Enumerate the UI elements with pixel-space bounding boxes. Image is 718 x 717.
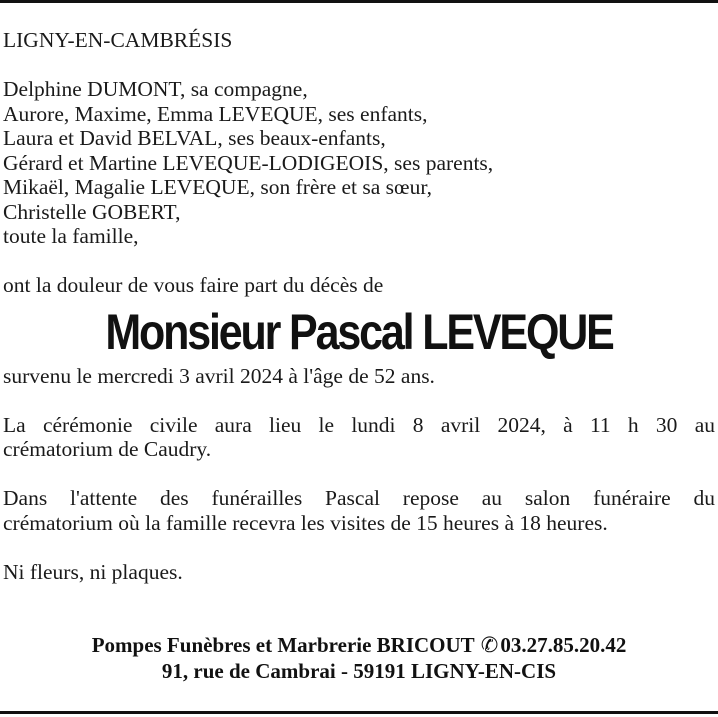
family-line: Laura et David BELVAL, ses beaux-enfants, xyxy=(3,126,386,150)
funeral-home-block xyxy=(0,632,718,684)
family-line: Christelle GOBERT, xyxy=(3,199,181,224)
bottom-border-rule xyxy=(0,711,718,714)
family-line: Aurore, Maxime, Emma LEVEQUE, ses enfants, xyxy=(3,101,428,126)
location-heading: LIGNY-EN-CAMBRÉSIS xyxy=(3,28,233,52)
family-line: Gérard et Martine LEVEQUE-LODIGEOIS, ses parents, xyxy=(3,150,494,175)
phone-icon: ✆ xyxy=(480,633,499,657)
family-line: Delphine DUMONT, sa compagne, xyxy=(3,77,308,101)
funeral-home-line xyxy=(0,632,718,658)
announcement-text: ont la douleur de vous faire part du décès de xyxy=(3,273,384,297)
obituary-notice xyxy=(3,28,715,584)
ceremony-line: La cérémonie civile aura lieu le lundi 8 avril 2024, à 11 h 30 au xyxy=(3,412,715,437)
ceremony-line: crématorium de Caudry. xyxy=(3,437,212,461)
rest-paragraph xyxy=(3,486,715,535)
family-line: Mikaël, Magalie LEVEQUE, son frère et sa sœur, xyxy=(3,175,433,199)
family-list xyxy=(3,77,715,249)
funeral-home-address: 91, rue de Cambrai - 59191 LIGNY-EN-CIS xyxy=(161,659,557,683)
flowers-note: Ni fleurs, ni plaques. xyxy=(3,559,183,584)
top-border-rule xyxy=(0,0,718,3)
funeral-home-name: Pompes Funèbres et Marbrerie BRICOUT xyxy=(91,633,475,657)
funeral-home-phone: 03.27.85.20.42 xyxy=(500,633,627,657)
rest-line: crématorium où la famille recevra les visites de 15 heures à 18 heures. xyxy=(3,510,608,535)
rest-line: Dans l'attente des funérailles Pascal repose au salon funéraire du xyxy=(3,486,715,510)
ceremony-paragraph xyxy=(3,413,715,462)
death-info: survenu le mercredi 3 avril 2024 à l'âge de 52 ans. xyxy=(3,363,435,388)
family-line: toute la famille, xyxy=(3,224,139,248)
deceased-name: Monsieur Pascal LEVEQUE xyxy=(105,303,613,360)
